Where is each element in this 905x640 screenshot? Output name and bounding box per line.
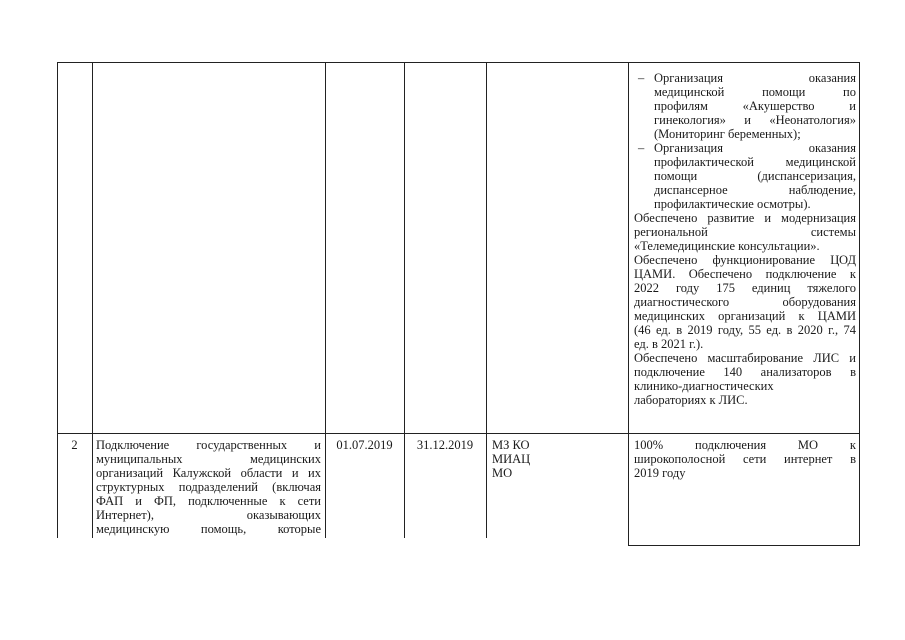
text-line: организаций Калужской области и их <box>96 466 321 480</box>
bullet-item <box>634 141 856 211</box>
text-line: 2022 году 175 единиц тяжелого <box>634 281 856 295</box>
result-cell <box>634 438 856 480</box>
end-date: 31.12.2019 <box>416 438 474 452</box>
bullet-item <box>634 71 856 141</box>
row-number-cell <box>57 438 92 452</box>
text-line: клинико-диагностических <box>634 379 774 393</box>
dash-marker: – <box>638 71 645 85</box>
paragraph <box>634 211 856 253</box>
text-line: диагностического оборудования <box>634 295 856 309</box>
text-line: Подключение государственных и <box>96 438 321 452</box>
text-line: профилактической медицинской <box>654 155 856 169</box>
text-line: профилям «Акушерство и <box>654 99 856 113</box>
executors-cell <box>492 438 622 480</box>
continuation-results-cell <box>634 71 856 407</box>
executor: МЗ КО <box>492 438 530 452</box>
text-line: Организация оказания <box>654 141 856 155</box>
top-border <box>57 62 859 63</box>
end-date-cell <box>404 438 486 452</box>
row-number: 2 <box>71 438 78 452</box>
text-line: Интернет), оказывающих <box>96 508 321 522</box>
start-date: 01.07.2019 <box>336 438 393 452</box>
text-line: медицинскую помощь, которые <box>96 522 321 536</box>
text-line: 100% подключения МО к <box>634 438 856 452</box>
text-line: ФАП и ФП, подключенные к сети <box>96 494 321 508</box>
text-line: Обеспечено развитие и модернизация <box>634 211 856 225</box>
col-line-5 <box>628 62 629 546</box>
text-line: (Мониторинг беременных); <box>654 127 801 141</box>
text-line: профилактические осмотры). <box>654 197 811 211</box>
text-line: Обеспечено функционирование ЦОД <box>634 253 856 267</box>
text-line: региональной системы <box>634 225 856 239</box>
text-line: гинекология» и «Неонатология» <box>654 113 856 127</box>
text-line: помощи (диспансеризация, <box>654 169 856 183</box>
text-line: ЦАМИ. Обеспечено подключение к <box>634 267 856 281</box>
row-divider <box>57 433 859 434</box>
col-line-3 <box>404 62 405 538</box>
description-cell <box>96 438 321 536</box>
text-line: медицинской помощи по <box>654 85 856 99</box>
executor: МО <box>492 466 513 480</box>
text-line: лабораториях к ЛИС. <box>634 393 748 407</box>
text-line: структурных подразделений (включая <box>96 480 321 494</box>
text-line: «Телемедицинские консультации». <box>634 239 820 253</box>
col-line-2 <box>325 62 326 538</box>
text-line: подключение 140 анализаторов в <box>634 365 856 379</box>
col-line-6 <box>859 62 860 546</box>
paragraph <box>634 253 856 351</box>
text-line: 2019 году <box>634 466 686 480</box>
text-line: ед. в 2021 г.). <box>634 337 704 351</box>
text-line: Обеспечено масштабирование ЛИС и <box>634 351 856 365</box>
text-line: медицинских организаций к ЦАМИ <box>634 309 856 323</box>
text-line: Организация оказания <box>654 71 856 85</box>
col-line-0 <box>57 62 58 538</box>
text-line: муниципальных медицинских <box>96 452 321 466</box>
text-line: диспансерное наблюдение, <box>654 183 856 197</box>
text-line: широкополосной сети интернет в <box>634 452 856 466</box>
bottom-border-right <box>628 545 859 546</box>
text-line: (46 ед. в 2019 году, 55 ед. в 2020 г., 74 <box>634 323 856 337</box>
col-line-4 <box>486 62 487 538</box>
executor: МИАЦ <box>492 452 531 466</box>
col-line-1 <box>92 62 93 538</box>
start-date-cell <box>325 438 404 452</box>
dash-marker: – <box>638 141 645 155</box>
paragraph <box>634 351 856 407</box>
